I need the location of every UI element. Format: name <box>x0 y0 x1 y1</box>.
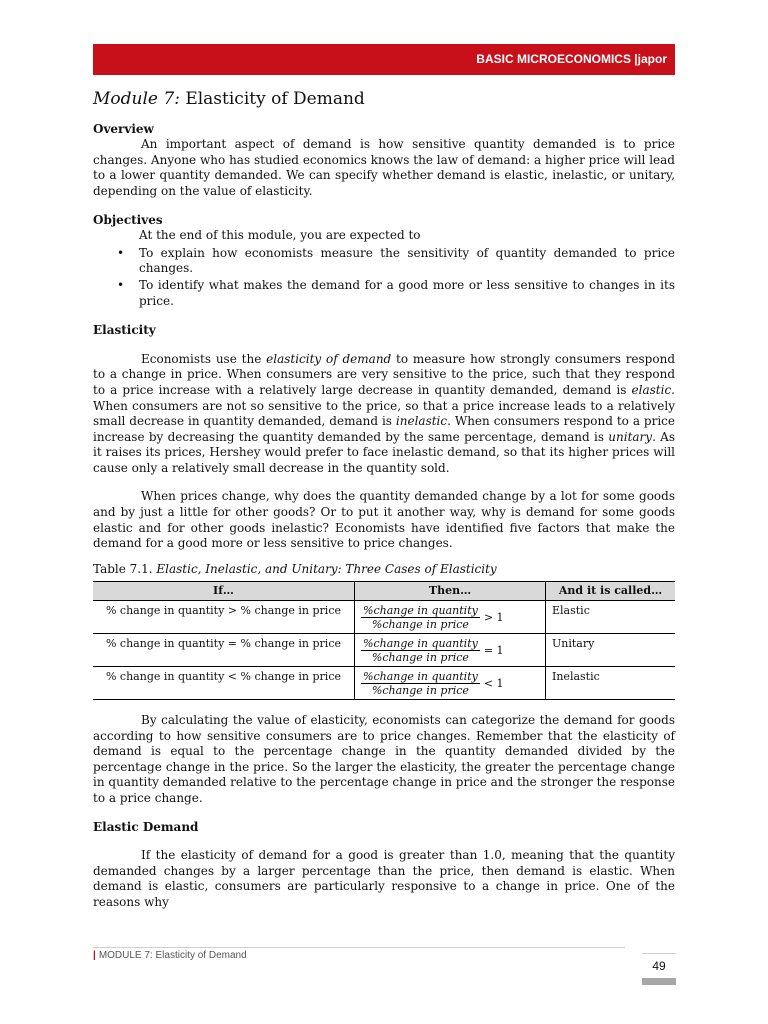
formula: $\frac{\text{\%change in quantity}}{\text{\%change in price}}$ < 1 <box>363 670 504 698</box>
footer-module-title: MODULE 7: Elasticity of Demand <box>98 950 247 961</box>
table-caption: Table 7.1. Elastic, Inelastic, and Unitary: Three Cases of Elasticity <box>93 561 497 576</box>
objective-item: • To identify what makes the demand for a good more or less sensitive to changes in its price. <box>117 277 675 308</box>
bullet-icon: • <box>117 245 125 260</box>
elasticity-paragraph-2: When prices change, why does the quantity demanded change by a lot for some goods and by just a little for other goods? Or to put it another way, why is demand for some goods elastic and for other goods inelastic? Economists have identified five factors that make the demand for a good more or less sensitive to price changes. <box>93 489 675 551</box>
footer <box>93 947 625 961</box>
page-number-bar <box>642 978 676 985</box>
elasticity-heading: Elasticity <box>93 323 156 338</box>
table-header: If… <box>93 582 355 601</box>
module-number: Module 7: <box>93 89 180 109</box>
objectives-heading: Objectives <box>93 212 163 227</box>
header-bar <box>93 44 675 75</box>
table-header: Then… <box>355 582 546 601</box>
module-name: Elasticity of Demand <box>179 89 365 109</box>
objectives-list <box>93 246 675 309</box>
page-content <box>93 90 675 911</box>
table-row: % change in quantity > % change in price $\frac{\text{\%change in quantity}}{\text{\%change in price}}$ > 1 Elastic <box>93 601 675 634</box>
elastic-demand-heading: Elastic Demand <box>93 819 199 834</box>
page-title <box>93 89 675 109</box>
table-header: And it is called… <box>546 582 676 601</box>
overview-heading: Overview <box>93 121 154 136</box>
table-row: % change in quantity = % change in price $\frac{\text{\%change in quantity}}{\text{\%change in price}}$ = 1 Unitary <box>93 634 675 667</box>
elasticity-paragraph-1: Economists use the elasticity of demand to measure how strongly consumers respond to a change in price. When consumers are very sensitive to the price, such that they respond to a price increase with a relatively large decrease in quantity demanded, demand is elastic. When consumers are not so sensitive to the price, so that a price increase leads to a relatively small decrease in quantity demanded, demand is inelastic. When consumers respond to a price increase by decreasing the quantity demanded by the same percentage, demand is unitary. As it raises its prices, Hershey would prefer to face inelastic demand, so that its higher prices will cause only a relatively small decrease in the quantity sold. <box>93 351 676 475</box>
page-number: 49 <box>652 959 666 973</box>
objectives-intro: At the end of this module, you are expected to <box>139 228 421 243</box>
formula: $\frac{\text{\%change in quantity}}{\text{\%change in price}}$ = 1 <box>363 637 504 665</box>
objective-item: • To explain how economists measure the sensitivity of quantity demanded to price changes. <box>117 245 675 276</box>
overview-text: An important aspect of demand is how sensitive quantity demanded is to price changes. Anyone who has studied economics knows the law of demand: a higher price will lead to a lower quantity demanded. We can specify whether demand is elastic, inelastic, or unitary, depending on the value of elasticity. <box>93 137 675 198</box>
header-title: BASIC MICROECONOMICS |japor <box>476 52 667 66</box>
formula: $\frac{\text{\%change in quantity}}{\text{\%change in price}}$ > 1 <box>363 604 504 632</box>
after-table-paragraph: By calculating the value of elasticity, economists can categorize the demand for goods according to how sensitive consumers are to price changes. Remember that the elasticity of demand is equal to the percentage change in the quantity demanded divided by the percentage change in the price. So the larger the elasticity, the greater the percentage change in quantity demanded relative to the percentage change in price and the stronger the response to a price change. <box>93 713 675 805</box>
bullet-icon: • <box>117 277 125 292</box>
elastic-demand-paragraph: If the elasticity of demand for a good is greater than 1.0, meaning that the quantity demanded changes by a larger percentage than the price, then demand is elastic. When demand is elastic, consumers are particularly responsive to a change in price. One of the reasons why <box>93 848 675 909</box>
elasticity-table <box>93 581 675 700</box>
table-row: % change in quantity < % change in price $\frac{\text{\%change in quantity}}{\text{\%change in price}}$ < 1 Inelastic <box>93 667 675 700</box>
footer-bar: | <box>93 950 96 961</box>
page-number-box <box>642 953 676 984</box>
